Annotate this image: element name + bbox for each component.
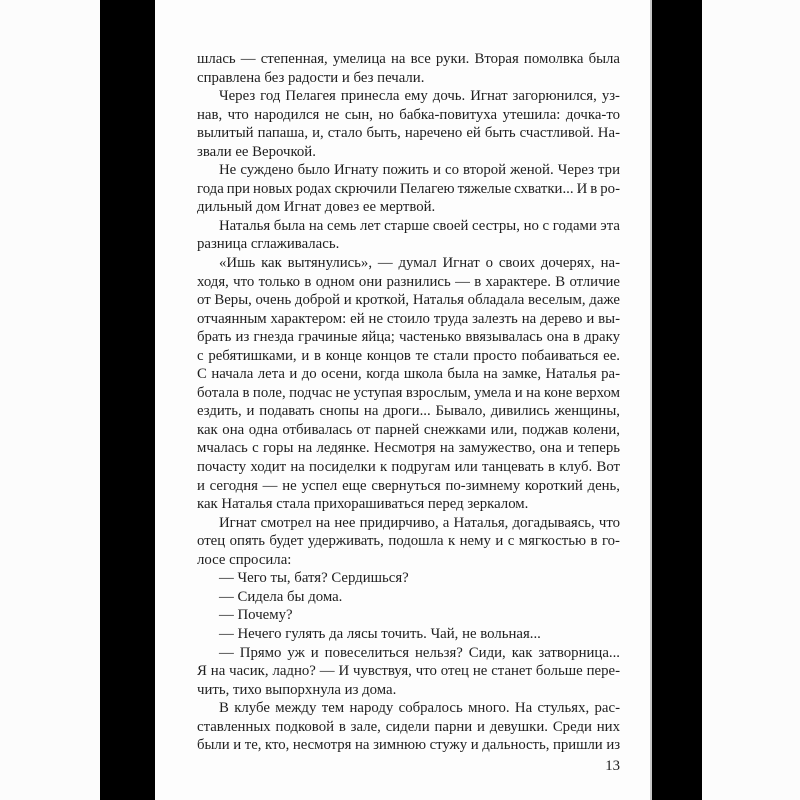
text-line xyxy=(197,588,620,607)
text-line-content: Я на часик, ладно? — И чувствуя, что отец не станет больше пере- xyxy=(197,663,620,680)
text-line-content: справлена без радости и без печали. xyxy=(197,69,425,86)
text-line-content: лосе спросила: xyxy=(197,551,292,568)
text-line xyxy=(197,87,620,106)
text-line-content: чить, тихо выпорхнула из дома. xyxy=(197,681,397,698)
page-number: 13 xyxy=(605,758,620,774)
text-line-content: Наталья была на семь лет старше своей сестры, но с годами эта xyxy=(219,217,620,234)
text-line-content: от Веры, очень доброй и кроткой, Наталья обладала веселым, даже xyxy=(197,292,620,309)
text-line-content: с ребятишками, и в конце концов те стали просто побаиваться ее. xyxy=(197,347,620,364)
text-line-content: ставленных подковой в зале, сидели парни и девушки. Среди них xyxy=(197,718,620,735)
text-line xyxy=(197,532,620,551)
text-line xyxy=(197,644,620,663)
text-line-content: — Почему? xyxy=(219,607,293,624)
text-line xyxy=(197,495,620,514)
page-edge-shadow-left xyxy=(100,0,155,800)
text-line xyxy=(197,291,620,310)
text-line-content: «Ишь как вытянулись», — думал Игнат о своих дочерях, на- xyxy=(219,255,620,272)
text-line xyxy=(197,662,620,681)
text-line-content: Не суждено было Игнату пожить и со второй женой. Через три xyxy=(219,162,620,179)
text-line xyxy=(197,458,620,477)
text-line-content: — Чего ты, батя? Сердишься? xyxy=(219,570,409,587)
text-line-content: как Наталья стала прихорашиваться перед зеркалом. xyxy=(197,496,529,513)
text-line xyxy=(197,310,620,329)
text-line xyxy=(197,514,620,533)
text-line xyxy=(197,551,620,570)
text-line-content: разница сглаживалась. xyxy=(197,236,340,253)
text-line-content: шлась — степенная, умелица на все руки. Вторая помолвка была xyxy=(197,51,620,67)
text-line xyxy=(197,217,620,236)
text-line xyxy=(197,69,620,88)
text-line xyxy=(197,254,620,273)
text-line xyxy=(197,736,620,755)
text-line-content: ездить, и подавать снопы на дроги... Бывало, дивились женщины, xyxy=(197,403,620,420)
text-line-content: ботала в поле, подчас не уступая взрослым, умела и на коне верхом xyxy=(197,384,620,401)
text-line xyxy=(197,365,620,384)
text-line-content: отчаянным характером: ей не стоило труда залезть на дерево и вы- xyxy=(197,310,620,327)
text-line xyxy=(197,681,620,700)
text-line-content: В клубе между тем народу собралось много. На стульях, рас- xyxy=(219,700,620,717)
text-line-content: почасту ходит на посиделки к подругам или танцевать в клуб. Вот xyxy=(197,459,620,476)
text-line xyxy=(197,718,620,737)
text-line xyxy=(197,699,620,718)
text-line-content: были и те, кто, несмотря на зимнюю стужу и дальность, пришли из xyxy=(197,737,620,754)
text-line-content: Через год Пелагея принесла ему дочь. Игнат загорюнился, уз- xyxy=(219,88,620,105)
text-line-content: как она одна отбивалась от парней снежками или, поджав колени, xyxy=(197,421,620,438)
text-line xyxy=(197,384,620,403)
text-line xyxy=(197,477,620,496)
text-line xyxy=(197,328,620,347)
text-line xyxy=(197,625,620,644)
text-line-content: дильный дом Игнат довез ее мертвой. xyxy=(197,199,436,216)
text-line xyxy=(197,439,620,458)
text-line-content: звали ее Верочкой. xyxy=(197,143,316,160)
text-line xyxy=(197,606,620,625)
text-line-content: брать из гнезда грачиные яйца; частенько ввязывалась она в драку xyxy=(197,329,620,346)
text-line-content: С начала лета и до осени, когда школа была на замке, Наталья ра- xyxy=(197,366,620,383)
text-line xyxy=(197,273,620,292)
text-line-content: Игнат смотрел на нее придирчиво, а Наталья, догадываясь, что xyxy=(219,514,620,531)
page-sheet xyxy=(155,0,650,800)
text-line xyxy=(197,143,620,162)
text-line-content: — Сидела бы дома. xyxy=(219,588,343,605)
text-line xyxy=(197,124,620,143)
text-line xyxy=(197,106,620,125)
text-line xyxy=(197,180,620,199)
text-line-content: отец опять будет удерживать, подошла к нему и с мягкостью в го- xyxy=(197,533,620,550)
text-line xyxy=(197,161,620,180)
text-line-content: нав, что народился не сын, но бабка-повитуха утешила: дочка-то xyxy=(197,106,620,123)
text-line xyxy=(197,569,620,588)
page-edge-shadow-right xyxy=(650,0,702,800)
text-line xyxy=(197,50,620,69)
text-line-content: года при новых родах скрючили Пелагею тяжелые схватки... И в ро- xyxy=(197,180,620,197)
page-text xyxy=(197,50,620,755)
text-line-content: — Прямо уж и повеселиться нельзя? Сиди, как затворница... xyxy=(219,644,620,661)
text-line-content: вылитый папаша, и, стало быть, наречено ей быть счастливой. На- xyxy=(197,125,620,142)
text-line xyxy=(197,421,620,440)
text-line xyxy=(197,198,620,217)
text-line-content: — Нечего гулять да лясы точить. Чай, не вольная... xyxy=(219,625,541,642)
text-line-content: мчалась с горы на ледянке. Несмотря на замужество, она и теперь xyxy=(197,440,620,457)
text-line xyxy=(197,235,620,254)
text-line-content: ходя, что только в одном они разнились — в характере. В отличие xyxy=(197,273,620,290)
text-line xyxy=(197,347,620,366)
text-line-content: и сегодня — не успел еще свернуться по-зимнему короткий день, xyxy=(197,477,620,494)
text-line xyxy=(197,402,620,421)
